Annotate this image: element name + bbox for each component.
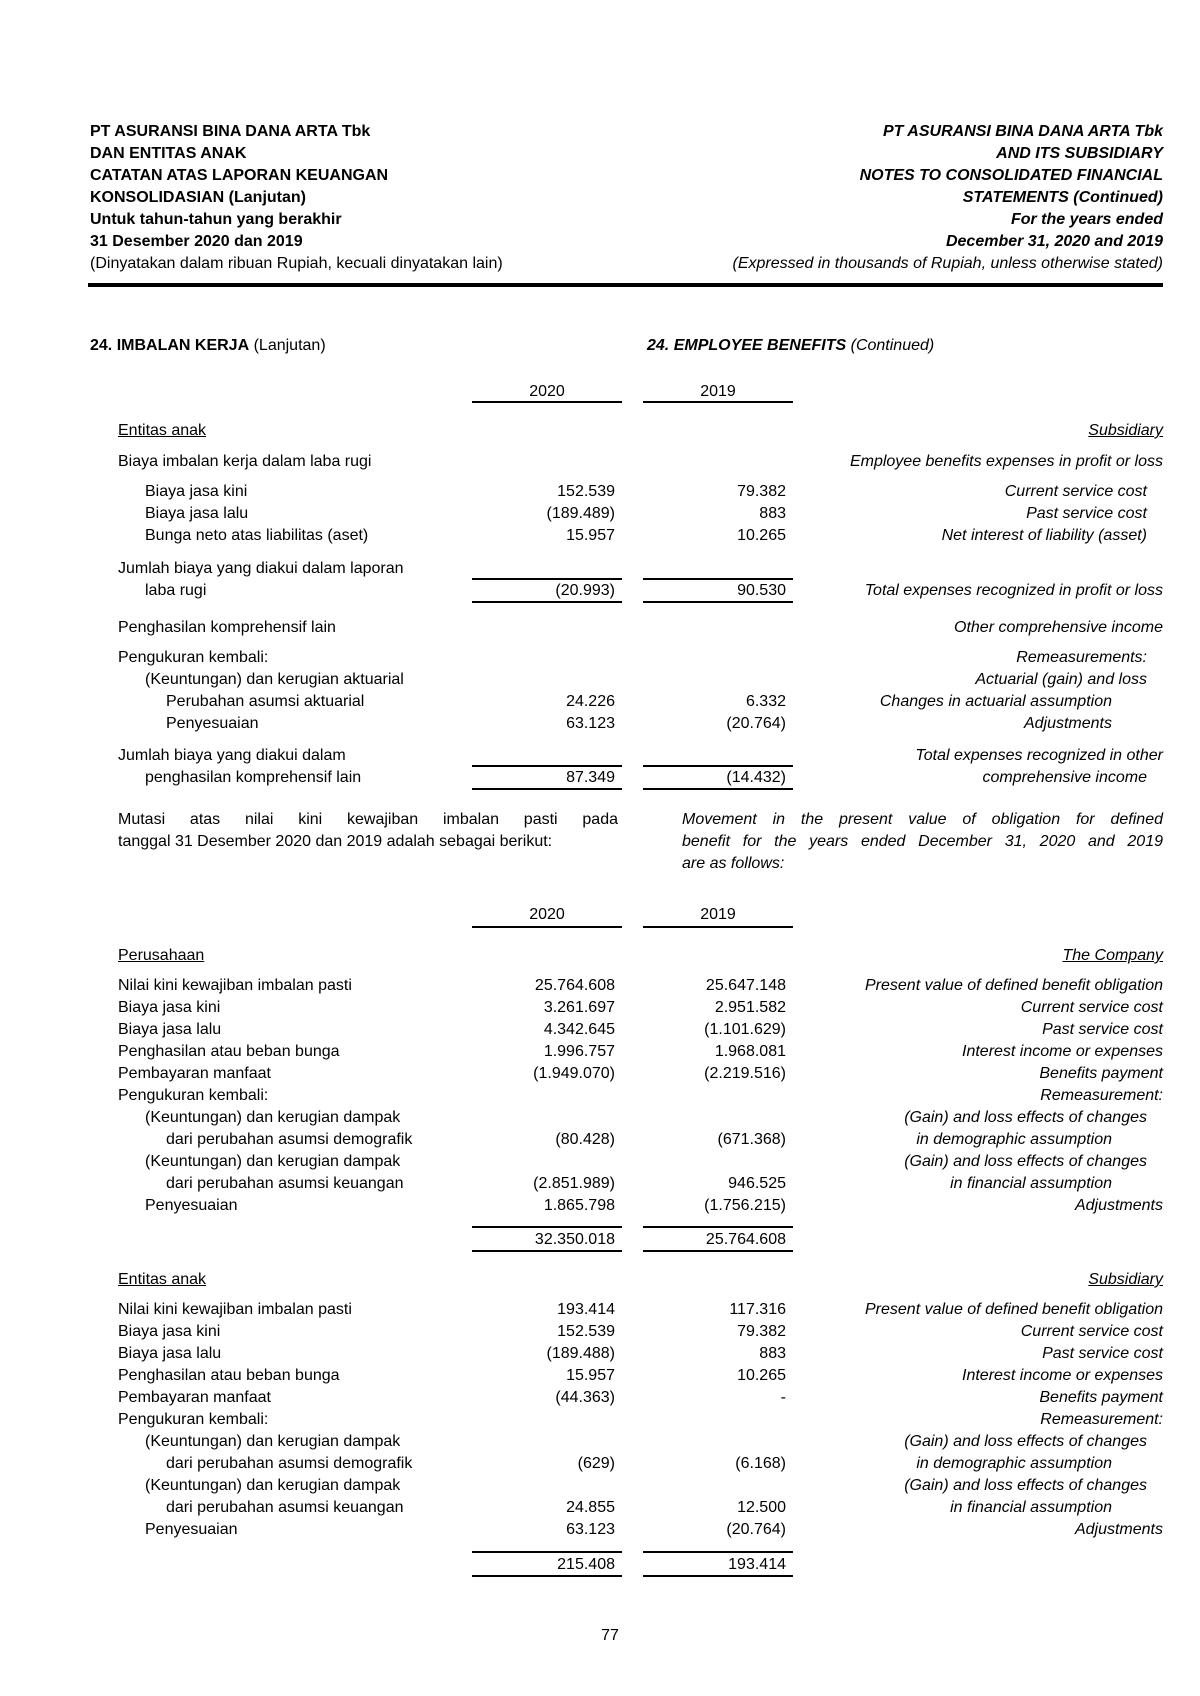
t2-total-v2019: 25.764.608: [705, 1231, 786, 1248]
t3-row-en: Current service cost: [1020, 1323, 1163, 1340]
t1-year-underline-1: [472, 401, 622, 403]
t2-total-v2020: 32.350.018: [534, 1231, 615, 1248]
t3-adj-en: Adjustments: [1074, 1521, 1163, 1538]
page-number: 77: [601, 1627, 619, 1644]
t2-adj-v2020: 1.865.798: [543, 1197, 615, 1214]
t2-total-topline-2: [643, 1226, 793, 1228]
t1-oci-id: Penghasilan komprehensif lain: [118, 619, 336, 636]
t3-row-en: Benefits payment: [1039, 1389, 1163, 1406]
t1-row-label: Bunga neto atas liabilitas (aset): [145, 527, 369, 544]
t1-total2-label-1: Jumlah biaya yang diakui dalam: [118, 747, 346, 764]
t2-year-underline-2: [643, 926, 793, 928]
t1-row-v2020: (189.489): [546, 505, 615, 522]
currency-note-en: (Expressed in thousands of Rupiah, unless otherwise stated): [732, 255, 1163, 272]
t1-oci-en: Other comprehensive income: [954, 619, 1163, 636]
t2-row-v2019: 25.647.148: [705, 977, 786, 994]
t2-total-bottomline-2: [643, 1250, 793, 1252]
t2-row-label: Biaya jasa kini: [118, 999, 221, 1016]
t2-row-label: Pembayaran manfaat: [118, 1065, 271, 1082]
t2-row-v2019: 1.968.081: [714, 1043, 786, 1060]
t3-row-en: Past service cost: [1042, 1345, 1163, 1362]
t2-row-v2020: 1.996.757: [543, 1043, 615, 1060]
t2-row-en: Current service cost: [1020, 999, 1163, 1016]
t3-demo-en-1: (Gain) and loss effects of changes: [904, 1433, 1147, 1450]
section-title-en-text: 24. EMPLOYEE BENEFITS: [647, 337, 847, 354]
t3-demo-v2019: (6.168): [735, 1455, 786, 1472]
t2-group-en: The Company: [1062, 947, 1163, 964]
t2-row-label: Biaya jasa lalu: [118, 1021, 222, 1038]
t2-row-v2019: (2.219.516): [704, 1065, 786, 1082]
t2-adj-id: Penyesuaian: [145, 1197, 238, 1214]
t2-row-v2020: (1.949.070): [533, 1065, 615, 1082]
t1-act-en: Actuarial (gain) and loss: [975, 671, 1147, 688]
t1-row-en: Net interest of liability (asset): [941, 527, 1147, 544]
t3-adj-v2019: (20.764): [726, 1521, 786, 1538]
t1-total-v2020: (20.993): [555, 582, 615, 599]
t1-row-v2019: (20.764): [726, 715, 786, 732]
t2-row-v2019: (1.101.629): [704, 1021, 786, 1038]
t2-row-label: Penghasilan atau beban bunga: [118, 1043, 340, 1060]
t3-fin-id-1: (Keuntungan) dan kerugian dampak: [145, 1477, 401, 1494]
mutasi-id-line-2: tanggal 31 Desember 2020 dan 2019 adalah sebagai berikut:: [118, 833, 553, 850]
t3-demo-v2020: (629): [577, 1455, 615, 1472]
t1-sub-en: Employee benefits expenses in profit or loss: [849, 453, 1163, 470]
t2-row-en: Interest income or expenses: [962, 1043, 1163, 1060]
section-cont-id: (Lanjutan): [253, 337, 326, 354]
t1-row-en: Changes in actuarial assumption: [879, 693, 1112, 710]
t1-year-2019: 2019: [700, 383, 736, 400]
t1-row-en: Past service cost: [1026, 505, 1147, 522]
t3-row-v2020: 193.414: [557, 1301, 615, 1318]
t1-total-topline-2: [643, 578, 793, 580]
mutasi-en-line-2: benefit for the years ended December 31, 2020 and 2019: [682, 833, 1163, 850]
t3-row-v2020: (44.363): [555, 1389, 615, 1406]
t1-total2-bottomline-1: [472, 788, 622, 790]
notes-title-id-2: KONSOLIDASIAN (Lanjutan): [90, 189, 306, 206]
t1-row-v2020: 15.957: [566, 527, 615, 544]
t1-sub-id: Biaya imbalan kerja dalam laba rugi: [118, 453, 372, 470]
t1-row-label: Biaya jasa lalu: [145, 505, 249, 522]
t1-group-id: Entitas anak: [118, 422, 207, 439]
t3-row-label: Biaya jasa kini: [118, 1323, 221, 1340]
t3-rem-id: Pengukuran kembali:: [118, 1411, 269, 1428]
notes-title-en-2: STATEMENTS (Continued): [962, 189, 1163, 206]
t3-fin-v2020: 24.855: [566, 1499, 615, 1516]
t2-group-id: Perusahaan: [118, 947, 205, 964]
t3-rem-en: Remeasurement:: [1040, 1411, 1163, 1428]
header-divider: [88, 283, 1163, 287]
t1-total2-v2019: (14.432): [726, 769, 786, 786]
t3-fin-v2019: 12.500: [737, 1499, 786, 1516]
t2-rem-id: Pengukuran kembali:: [118, 1087, 269, 1104]
mutasi-en-line-1: Movement in the present value of obligation for defined: [682, 811, 1163, 828]
section-title-id: [90, 336, 326, 356]
t3-total-topline-2: [643, 1551, 793, 1553]
t2-demo-en-1: (Gain) and loss effects of changes: [904, 1109, 1147, 1126]
t1-total-label-2: laba rugi: [145, 582, 207, 599]
t1-total-topline-1: [472, 578, 622, 580]
t1-row-en: Current service cost: [1004, 483, 1147, 500]
t1-row-v2019: 883: [759, 505, 786, 522]
t2-row-label: Nilai kini kewajiban imbalan pasti: [118, 977, 352, 994]
t3-fin-en-1: (Gain) and loss effects of changes: [904, 1477, 1147, 1494]
t1-total-label-1: Jumlah biaya yang diakui dalam laporan: [118, 560, 404, 577]
t1-total2-topline-1: [472, 765, 622, 767]
t3-row-label: Penghasilan atau beban bunga: [118, 1367, 340, 1384]
t1-row-v2019: 79.382: [737, 483, 786, 500]
t2-row-v2020: 3.261.697: [543, 999, 615, 1016]
t3-row-v2019: 10.265: [737, 1367, 786, 1384]
company-name-en: PT ASURANSI BINA DANA ARTA Tbk: [883, 123, 1163, 140]
t3-row-label: Biaya jasa lalu: [118, 1345, 222, 1362]
t2-demo-v2019: (671.368): [717, 1131, 786, 1148]
t1-total2-en-2: comprehensive income: [982, 769, 1147, 786]
t3-row-label: Nilai kini kewajiban imbalan pasti: [118, 1301, 352, 1318]
t2-demo-v2020: (80.428): [555, 1131, 615, 1148]
notes-title-id: CATATAN ATAS LAPORAN KEUANGAN: [90, 167, 389, 184]
t3-total-topline-1: [472, 1551, 622, 1553]
t2-year-underline-1: [472, 926, 622, 928]
t1-row-label: Penyesuaian: [166, 715, 259, 732]
t1-group-en: Subsidiary: [1088, 422, 1163, 439]
t3-row-v2019: 883: [759, 1345, 786, 1362]
t3-row-v2020: 152.539: [557, 1323, 615, 1340]
section-title-en: [647, 336, 934, 356]
t3-row-label: Pembayaran manfaat: [118, 1389, 271, 1406]
t3-adj-v2020: 63.123: [566, 1521, 615, 1538]
t2-rem-en: Remeasurement:: [1040, 1087, 1163, 1104]
t3-fin-id-2: dari perubahan asumsi keuangan: [166, 1499, 404, 1516]
t3-demo-id-1: (Keuntungan) dan kerugian dampak: [145, 1433, 401, 1450]
t1-row-v2019: 10.265: [737, 527, 786, 544]
t3-total-bottomline-1: [472, 1575, 622, 1577]
t2-row-v2020: 25.764.608: [534, 977, 615, 994]
t2-fin-id-2: dari perubahan asumsi keuangan: [166, 1175, 404, 1192]
t3-row-en: Interest income or expenses: [962, 1367, 1163, 1384]
period-date-id: 31 Desember 2020 dan 2019: [90, 233, 303, 250]
company-name-id: PT ASURANSI BINA DANA ARTA Tbk: [90, 123, 371, 140]
notes-title-en: NOTES TO CONSOLIDATED FINANCIAL: [859, 167, 1163, 184]
t1-row-label: Biaya jasa kini: [145, 483, 248, 500]
t3-adj-id: Penyesuaian: [145, 1521, 238, 1538]
t2-row-v2020: 4.342.645: [543, 1021, 615, 1038]
t3-total-bottomline-2: [643, 1575, 793, 1577]
t3-group-en: Subsidiary: [1088, 1271, 1163, 1288]
t3-row-v2020: (189.488): [546, 1345, 615, 1362]
t1-row-v2019: 6.332: [745, 693, 786, 710]
t2-adj-v2019: (1.756.215): [704, 1197, 786, 1214]
t1-total-bottomline-2: [643, 601, 793, 603]
t3-total-v2020: 215.408: [557, 1556, 615, 1573]
t1-total-en: Total expenses recognized in profit or loss: [864, 582, 1163, 599]
t3-fin-en-2: in financial assumption: [950, 1499, 1112, 1516]
t2-demo-en-2: in demographic assumption: [916, 1131, 1112, 1148]
t2-row-v2019: 2.951.582: [714, 999, 786, 1016]
t2-demo-id-2: dari perubahan asumsi demografik: [166, 1131, 413, 1148]
t2-fin-v2020: (2.851.989): [533, 1175, 615, 1192]
t1-total2-bottomline-2: [643, 788, 793, 790]
t2-fin-id-1: (Keuntungan) dan kerugian dampak: [145, 1153, 401, 1170]
t1-act-id: (Keuntungan) dan kerugian aktuarial: [145, 671, 404, 688]
t3-row-v2019: -: [780, 1389, 786, 1406]
t1-rem-en: Remeasurements:: [1016, 649, 1147, 666]
t1-row-v2020: 24.226: [566, 693, 615, 710]
t3-row-v2020: 15.957: [566, 1367, 615, 1384]
t1-row-v2020: 152.539: [557, 483, 615, 500]
t1-rem-id: Pengukuran kembali:: [118, 649, 269, 666]
t1-row-label: Perubahan asumsi aktuarial: [166, 693, 365, 710]
t2-row-en: Past service cost: [1042, 1021, 1163, 1038]
section-cont-en: (Continued): [850, 337, 935, 354]
t1-row-v2020: 63.123: [566, 715, 615, 732]
subsidiary-id: DAN ENTITAS ANAK: [90, 145, 247, 162]
t1-total-bottomline-1: [472, 601, 622, 603]
mutasi-id-line-1: Mutasi atas nilai kini kewajiban imbalan pasti pada: [118, 811, 618, 828]
t3-demo-id-2: dari perubahan asumsi demografik: [166, 1455, 413, 1472]
t2-row-en: Benefits payment: [1039, 1065, 1163, 1082]
mutasi-en-line-3: are as follows:: [682, 855, 785, 872]
t3-demo-en-2: in demographic assumption: [916, 1455, 1112, 1472]
t1-total2-label-2: penghasilan komprehensif lain: [145, 769, 362, 786]
subsidiary-en: AND ITS SUBSIDIARY: [996, 145, 1163, 162]
t3-total-v2019: 193.414: [728, 1556, 786, 1573]
t2-demo-id-1: (Keuntungan) dan kerugian dampak: [145, 1109, 401, 1126]
t2-fin-en-2: in financial assumption: [950, 1175, 1112, 1192]
t2-fin-v2019: 946.525: [728, 1175, 786, 1192]
t3-row-v2019: 117.316: [729, 1301, 786, 1318]
t2-adj-en: Adjustments: [1074, 1197, 1163, 1214]
t2-year-2019: 2019: [700, 906, 736, 923]
t1-total-v2019: 90.530: [737, 582, 786, 599]
t2-year-2020: 2020: [529, 906, 565, 923]
t2-total-bottomline-1: [472, 1250, 622, 1252]
t3-row-v2019: 79.382: [737, 1323, 786, 1340]
currency-note-id: (Dinyatakan dalam ribuan Rupiah, kecuali dinyatakan lain): [90, 255, 503, 272]
t1-total2-topline-2: [643, 765, 793, 767]
t3-row-en: Present value of defined benefit obligation: [865, 1301, 1163, 1318]
period-id: Untuk tahun-tahun yang berakhir: [90, 211, 342, 228]
t1-total2-v2020: 87.349: [566, 769, 615, 786]
t1-year-underline-2: [643, 401, 793, 403]
period-date-en: December 31, 2020 and 2019: [945, 233, 1163, 250]
t2-total-topline-1: [472, 1226, 622, 1228]
t3-group-id: Entitas anak: [118, 1271, 207, 1288]
t2-fin-en-1: (Gain) and loss effects of changes: [904, 1153, 1147, 1170]
t1-row-en: Adjustments: [1023, 715, 1112, 732]
section-title-id-text: 24. IMBALAN KERJA: [90, 337, 250, 354]
period-en: For the years ended: [1010, 211, 1163, 228]
t1-year-2020: 2020: [529, 383, 565, 400]
t1-total2-en-1: Total expenses recognized in other: [915, 747, 1163, 764]
t2-row-en: Present value of defined benefit obligation: [865, 977, 1163, 994]
